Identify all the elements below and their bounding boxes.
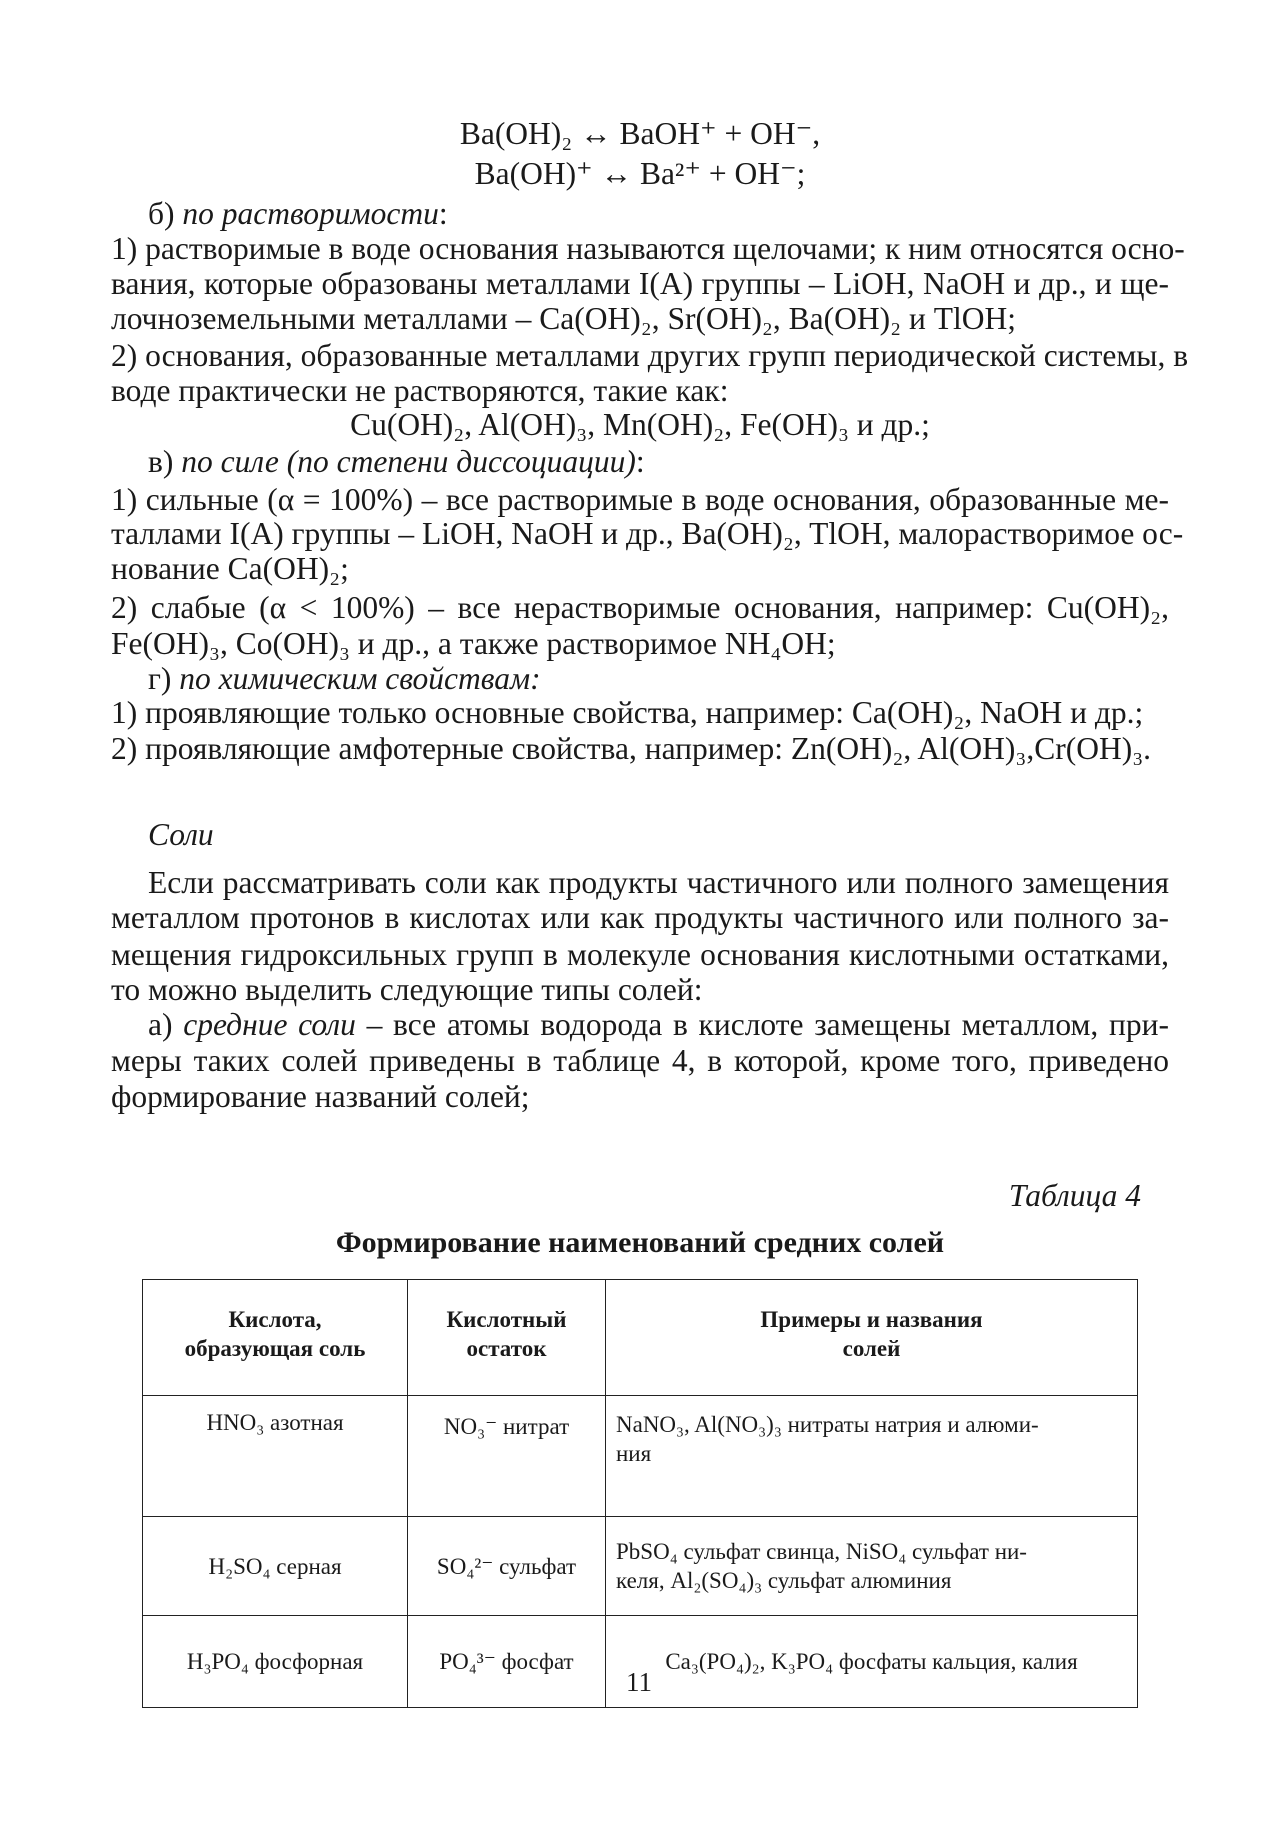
page-number: 11 [626, 1667, 652, 1697]
column-header-examples: Примеры и названия солей [606, 1280, 1138, 1396]
salts-item-a-line1: а) средние соли – все атомы водорода в кислоте замещены металлом, при- [148, 1007, 1169, 1042]
salts-paragraph-line1: Если рассматривать соли как продукты частичного или полного замещения [148, 865, 1169, 900]
strength-item1-line1: 1) сильные (α = 100%) – все растворимые в воде основания, образованные ме- [111, 482, 1169, 517]
solubility-item2-line2: воде практически не растворяются, такие как: [111, 373, 729, 408]
salts-table [142, 1279, 1138, 1708]
section-heading-chemical: г) по химическим свойствам: [148, 661, 541, 696]
acid-cell: H₃PO₄ фосфорная [143, 1616, 408, 1708]
acid-cell: H₂SO₄ серная [143, 1517, 408, 1616]
chemical-item1: 1) проявляющие только основные свойства, например: Ca(OH)₂, NaOH и др.; [111, 695, 1144, 730]
examples-cell: Ca₃(PO₄)₂, K₃PO₄ фосфаты кальция, калия [606, 1616, 1138, 1708]
table-caption: Таблица 4 [1008, 1178, 1141, 1213]
table-row [143, 1517, 1138, 1616]
examples-cell: NaNO₃, Al(NO₃)₃ нитраты натрия и алюми- ния [606, 1396, 1138, 1517]
solubility-item1-line1: 1) растворимые в воде основания называются щелочами; к ним относятся осно- [111, 231, 1185, 266]
solubility-examples: Cu(OH)₂, Al(OH)₃, Mn(OH)₂, Fe(OH)₃ и др.; [350, 407, 930, 442]
salts-paragraph-line4: то можно выделить следующие типы солей: [111, 972, 703, 1007]
column-header-acid: Кислота, образующая соль [143, 1280, 408, 1396]
residue-cell: PO₄³⁻ фосфат [408, 1616, 606, 1708]
acid-cell: HNO₃ азотная [143, 1396, 408, 1517]
salts-heading: Соли [148, 817, 214, 852]
table-title: Формирование наименований средних солей [335, 1226, 945, 1259]
section-heading-strength: в) по силе (по степени диссоциации): [148, 444, 645, 479]
chemical-item2: 2) проявляющие амфотерные свойства, например: Zn(OH)₂, Al(OH)₃,Cr(OH)₃. [111, 731, 1152, 766]
strength-item2-line1: 2) слабые (α < 100%) – все нерастворимые основания, например: Cu(OH)₂, [111, 590, 1169, 625]
residue-cell: SO₄²⁻ сульфат [408, 1517, 606, 1616]
equation-2: Ba(OH)⁺ ↔ Ba²⁺ + OH⁻; [474, 156, 806, 191]
salts-paragraph-line2: металлом протонов в кислотах или как продукты частичного или полного за- [111, 900, 1169, 935]
examples-cell: PbSO₄ сульфат свинца, NiSO₄ сульфат ни- келя, Al₂(SO₄)₃ сульфат алюминия [606, 1517, 1138, 1616]
strength-item1-line2: таллами I(A) группы – LiOH, NaOH и др., Ba(OH)₂, TlOH, малорастворимое ос- [111, 516, 1184, 551]
table-row [143, 1396, 1138, 1517]
salts-item-a-line3: формирование названий солей; [111, 1079, 530, 1114]
strength-item2-line2: Fe(OH)₃, Co(OH)₃ и др., а также растворимое NH₄OH; [111, 626, 836, 661]
section-heading-solubility: б) по растворимости: [148, 196, 448, 231]
solubility-item1-line3: лочноземельными металлами – Ca(OH)₂, Sr(OH)₂, Ba(OH)₂ и TlOH; [111, 301, 1016, 336]
solubility-item2-line1: 2) основания, образованные металлами других групп периодической системы, в [111, 338, 1189, 373]
residue-cell: NO₃⁻ нитрат [408, 1396, 606, 1517]
solubility-item1-line2: вания, которые образованы металлами I(A) группы – LiOH, NaOH и др., и ще- [111, 266, 1169, 301]
salts-item-a-line2: меры таких солей приведены в таблице 4, в которой, кроме того, приведено [111, 1043, 1169, 1078]
equation-1: Ba(OH)₂ ↔ BaOH⁺ + OH⁻, [459, 116, 821, 151]
strength-item1-line3: нование Ca(OH)₂; [111, 551, 349, 586]
table-header-row [143, 1280, 1138, 1396]
column-header-residue: Кислотный остаток [408, 1280, 606, 1396]
salts-paragraph-line3: мещения гидроксильных групп в молекуле основания кислотными остатками, [111, 937, 1169, 972]
